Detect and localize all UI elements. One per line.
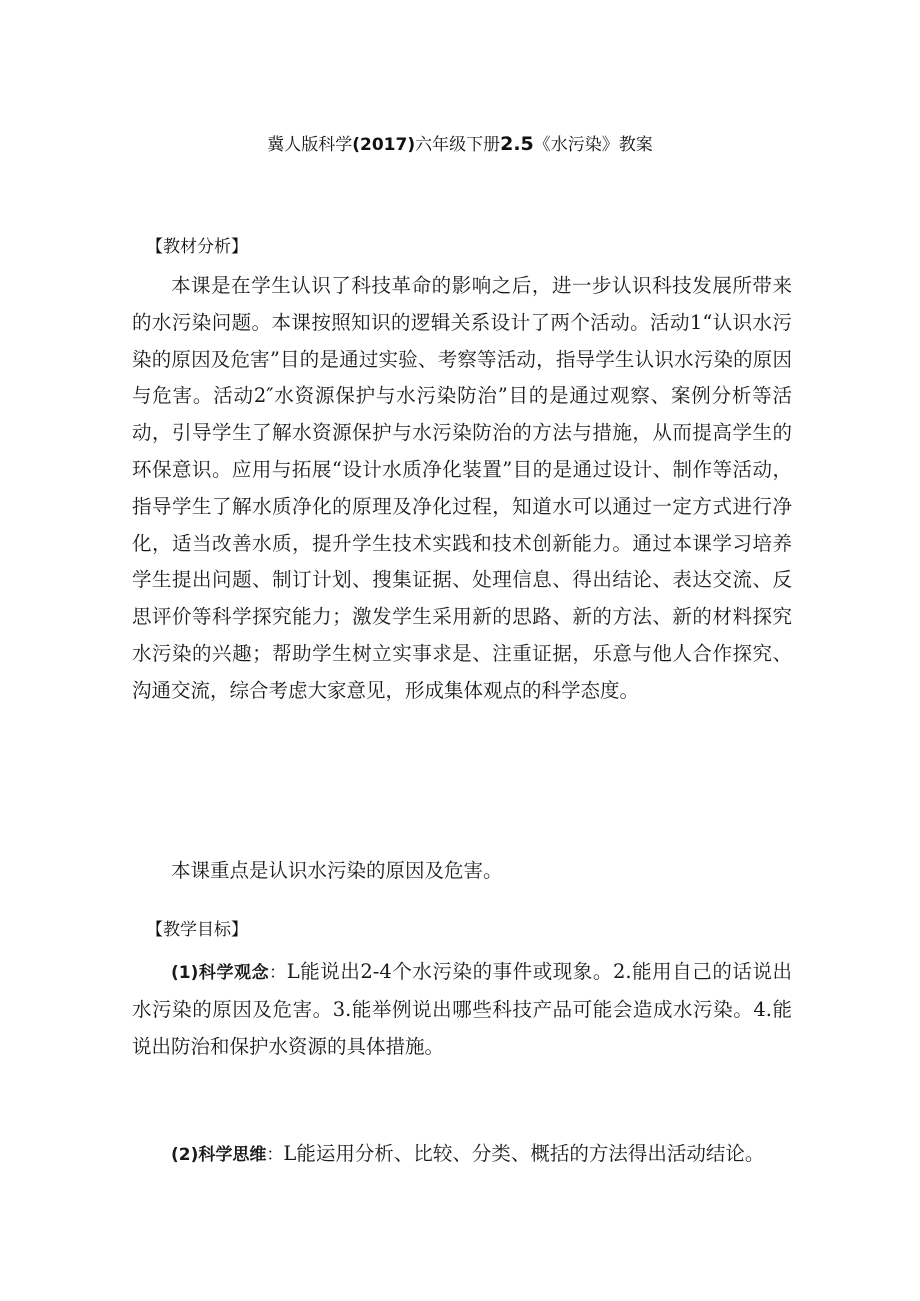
material-analysis-paragraph: 本课是在学生认识了科技革命的影响之后，进一步认识科技发展所带来的水污染问题。本课按照知识的逻辑关系设计了两个活动。活动1“认识水污染的原因及危害”目的是通过实验、考察等活动，指导学生认识水污染的原因与危害。活动2″水资源保护与水污染防治”目的是通过观察、案例分析等活动，引导学生了解水资源保护与水污染防治的方法与措施，从而提高学生的环保意识。应用与拓展“设计水质净化装置”目的是通过设计、制作等活动，指导学生了解水质净化的原理及净化过程，知道水可以通过一定方式进行净化，适当改善水质，提升学生技术实践和技术创新能力。通过本课学习培养学生提出问题、制订计划、搜集证据、处理信息、得出结论、表达交流、反思评价等科学探究能力；激发学生采用新的思路、新的方法、新的材料探究水污染的兴趣；帮助学生树立实事求是、注重证据，乐意与他人合作探究、沟通交流，综合考虑大家意见，形成集体观点的科学态度。 [132, 274, 792, 702]
goal-science-concepts [132, 954, 792, 1065]
goal-2-text: L能运用分析、比较、分类、概括的方法得出活动结论。 [283, 1142, 765, 1165]
heading-material-analysis: 【教材分析】 [146, 237, 248, 257]
heading-teaching-goals: 【教学目标】 [146, 920, 248, 940]
document-title [0, 130, 920, 155]
goal-1-text: L能说出2-4个水污染的事件或现象。2.能用自己的话说出水污染的原因及危害。3.能举例说出哪些科技产品可能会造成水污染。4.能说出防治和保护水资源的具体措施。 [132, 960, 793, 1058]
goal-1-separator: ： [269, 963, 287, 983]
goal-2-separator: ： [266, 1145, 284, 1165]
title-year: (2017) [352, 135, 416, 155]
title-prefix: 冀人版科学 [267, 135, 353, 155]
goal-2-label: (2)科学思维 [171, 1145, 267, 1165]
title-grade: 六年级下册 [415, 135, 501, 155]
goal-1-label: (1)科学观念 [171, 963, 270, 983]
title-suffix: 《水污染》教案 [533, 135, 653, 155]
goal-science-thinking [132, 1136, 792, 1174]
title-lesson-number: 2.5 [500, 133, 534, 155]
lesson-focus-paragraph: 本课重点是认识水污染的原因及危害。 [171, 859, 503, 882]
